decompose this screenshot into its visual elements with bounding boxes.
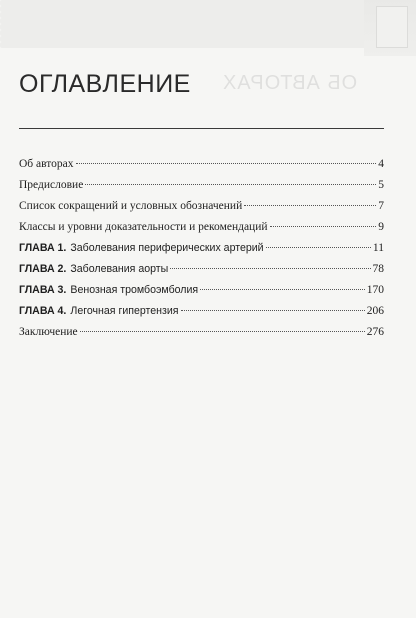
toc-entry-title xyxy=(19,301,179,322)
toc-entry-title xyxy=(19,238,264,259)
dot-leader xyxy=(76,163,377,164)
bleed-through-line xyxy=(0,42,370,48)
toc-title-text: Венозная тромбоэмболия xyxy=(70,284,199,296)
toc-entry[interactable] xyxy=(19,301,384,322)
toc-entry[interactable] xyxy=(19,259,384,280)
toc-title-text: Предисловие xyxy=(19,179,84,191)
toc-page-number: 276 xyxy=(366,326,384,338)
toc-title-text: Об авторах xyxy=(19,158,74,170)
dot-leader xyxy=(170,268,370,269)
toc-chapter-number: ГЛАВА 1. xyxy=(19,242,67,254)
toc-page-number: 78 xyxy=(372,263,384,275)
toc-title-text: Легочная гипертензия xyxy=(70,305,179,317)
bleed-through-text: ОБ АВТОРАХ xyxy=(222,72,358,94)
toc-entry[interactable] xyxy=(19,322,384,343)
toc-page-number: 7 xyxy=(378,200,384,212)
dot-leader xyxy=(181,310,365,311)
dot-leader xyxy=(266,247,371,248)
toc-entry-title xyxy=(19,196,242,217)
toc-chapter-number: ГЛАВА 3. xyxy=(19,284,67,296)
page-title: ОГЛАВЛЕНИЕ xyxy=(19,70,191,98)
toc-page-number: 9 xyxy=(378,221,384,233)
dot-leader xyxy=(85,184,376,185)
toc-entry[interactable] xyxy=(19,280,384,301)
toc-page-number: 5 xyxy=(378,179,384,191)
dot-leader xyxy=(270,226,377,227)
toc-title-text: Классы и уровни доказательности и рекомендаций xyxy=(19,221,268,233)
toc-chapter-number: ГЛАВА 4. xyxy=(19,305,67,317)
toc-entry-title xyxy=(19,175,83,196)
dot-leader xyxy=(200,289,365,290)
toc-entry[interactable] xyxy=(19,238,384,259)
toc-entry[interactable] xyxy=(19,196,384,217)
dot-leader xyxy=(80,331,365,332)
toc-title-text: Заболевания периферических артерий xyxy=(70,242,264,254)
toc-entry[interactable] xyxy=(19,217,384,238)
toc-entry-title xyxy=(19,280,198,301)
toc-title-text: Заболевания аорты xyxy=(70,263,169,275)
toc-chapter-number: ГЛАВА 2. xyxy=(19,263,67,275)
toc-page-number: 170 xyxy=(366,284,384,296)
toc-title-text: Заключение xyxy=(19,326,78,338)
toc-page-number: 11 xyxy=(372,242,384,254)
table-of-contents xyxy=(19,154,384,343)
toc-entry[interactable] xyxy=(19,175,384,196)
title-rule xyxy=(19,128,384,129)
toc-title-text: Список сокращений и условных обозначений xyxy=(19,200,243,212)
dot-leader xyxy=(244,205,376,206)
toc-entry[interactable] xyxy=(19,154,384,175)
corner-mark xyxy=(376,6,408,48)
toc-page-number: 206 xyxy=(366,305,384,317)
toc-page-number: 4 xyxy=(378,158,384,170)
toc-entry-title xyxy=(19,154,74,175)
toc-entry-title xyxy=(19,322,78,343)
toc-entry-title xyxy=(19,217,268,238)
toc-entry-title xyxy=(19,259,168,280)
corner-shade xyxy=(364,0,416,56)
